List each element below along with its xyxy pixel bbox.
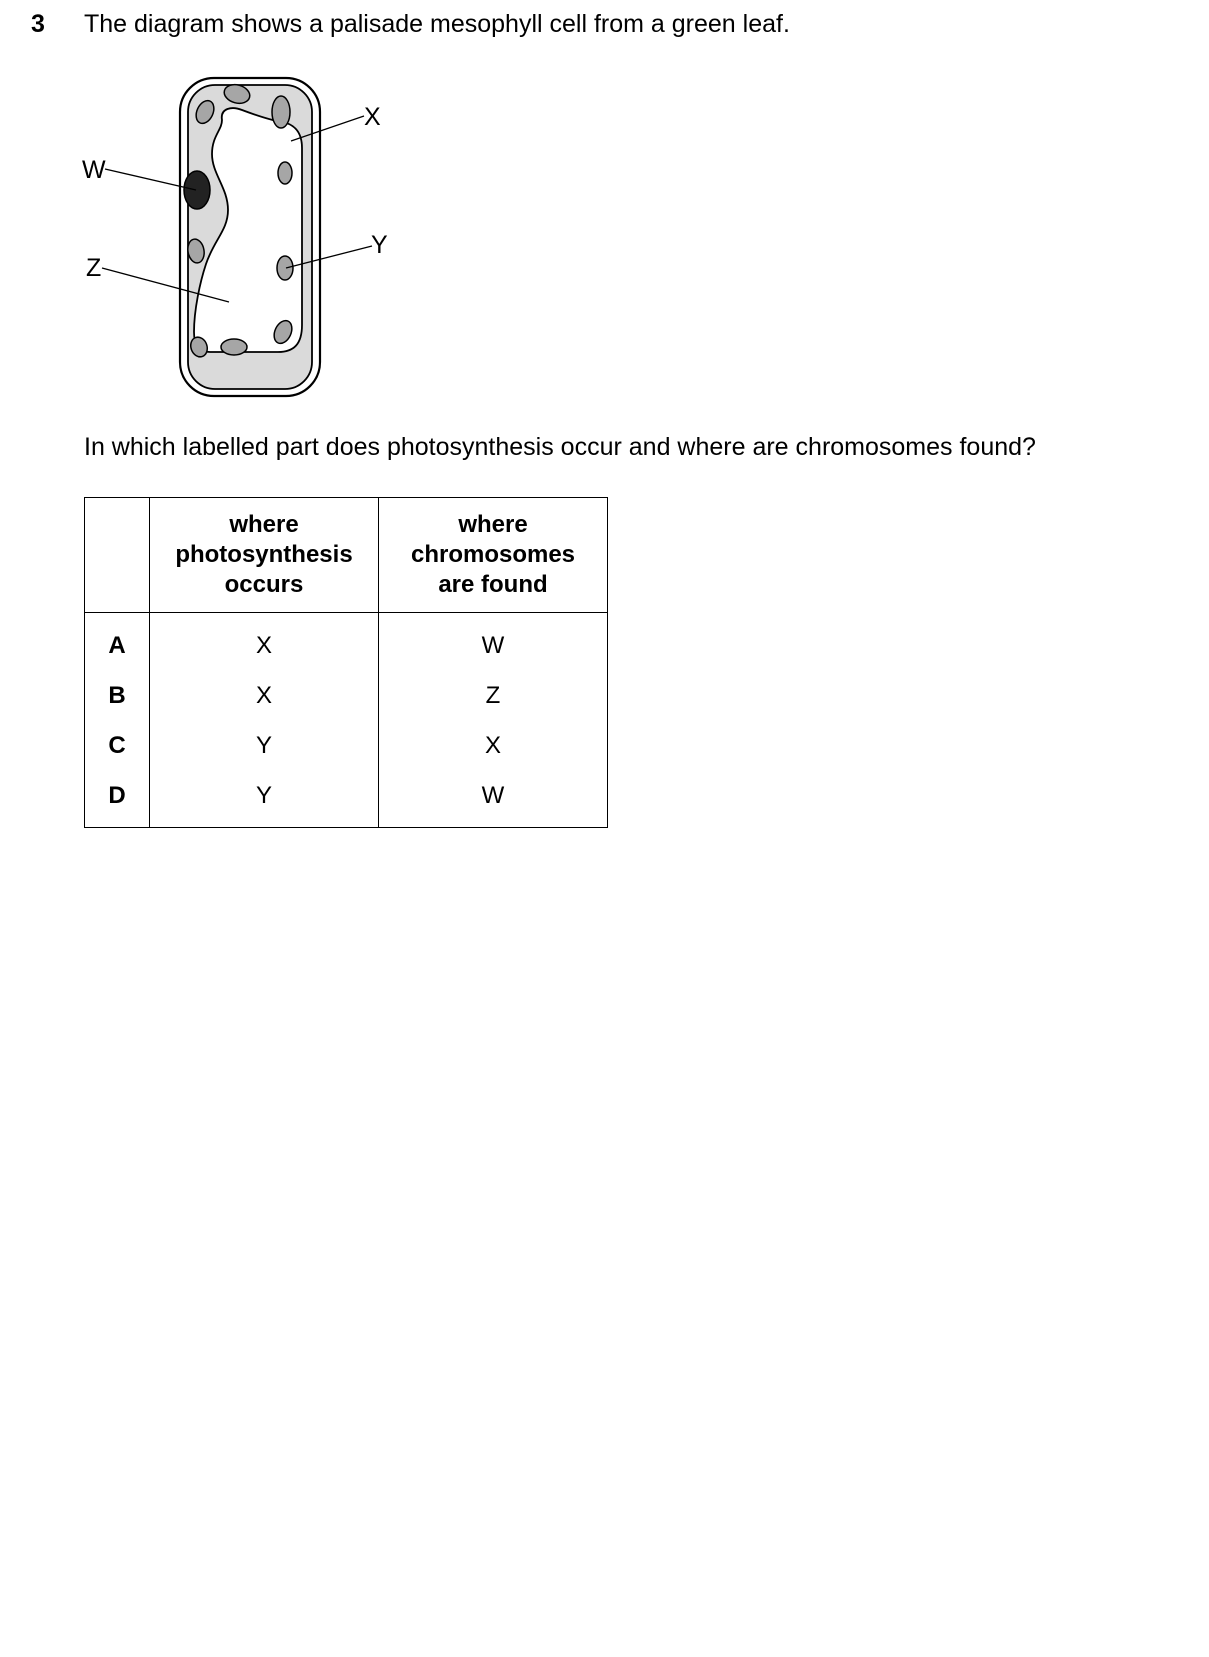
label-z: Z	[86, 254, 102, 282]
chromosomes-cell: Z	[379, 671, 608, 721]
chloroplast	[278, 162, 292, 184]
label-w: W	[82, 156, 106, 184]
header-line: occurs	[224, 571, 304, 598]
header-line: where	[458, 511, 528, 538]
photosynthesis-cell: Y	[150, 771, 379, 828]
header-photosynthesis	[150, 498, 379, 613]
header-line: chromosomes	[410, 541, 576, 568]
label-y: Y	[371, 231, 388, 259]
header-chromosomes	[379, 498, 608, 613]
chromosomes-cell: W	[379, 613, 608, 672]
photosynthesis-cell: X	[150, 613, 379, 672]
palisade-cell-diagram	[70, 70, 430, 410]
header-line: where	[229, 511, 299, 538]
option-row-b[interactable]	[85, 671, 608, 721]
nucleus	[184, 171, 210, 209]
option-row-c[interactable]	[85, 721, 608, 771]
chloroplast	[221, 339, 247, 355]
question-stem: The diagram shows a palisade mesophyll cell from a green leaf.	[84, 10, 790, 38]
option-row-d[interactable]	[85, 771, 608, 828]
chromosomes-cell: W	[379, 771, 608, 828]
chromosomes-cell: X	[379, 721, 608, 771]
question-number: 3	[31, 10, 45, 38]
option-letter: B	[85, 671, 150, 721]
answer-options-table	[84, 497, 608, 828]
header-empty-cell	[85, 498, 150, 613]
photosynthesis-cell: Y	[150, 721, 379, 771]
chloroplast	[272, 96, 290, 128]
option-letter: A	[85, 613, 150, 672]
question-prompt: In which labelled part does photosynthesis occur and where are chromosomes found?	[84, 433, 1036, 461]
header-line: are found	[438, 571, 548, 598]
photosynthesis-cell: X	[150, 671, 379, 721]
chloroplast	[277, 256, 293, 280]
option-row-a[interactable]	[85, 613, 608, 672]
option-letter: D	[85, 771, 150, 828]
table-header-row	[85, 498, 608, 613]
header-line: photosynthesis	[175, 541, 353, 568]
label-x: X	[364, 103, 381, 131]
option-letter: C	[85, 721, 150, 771]
